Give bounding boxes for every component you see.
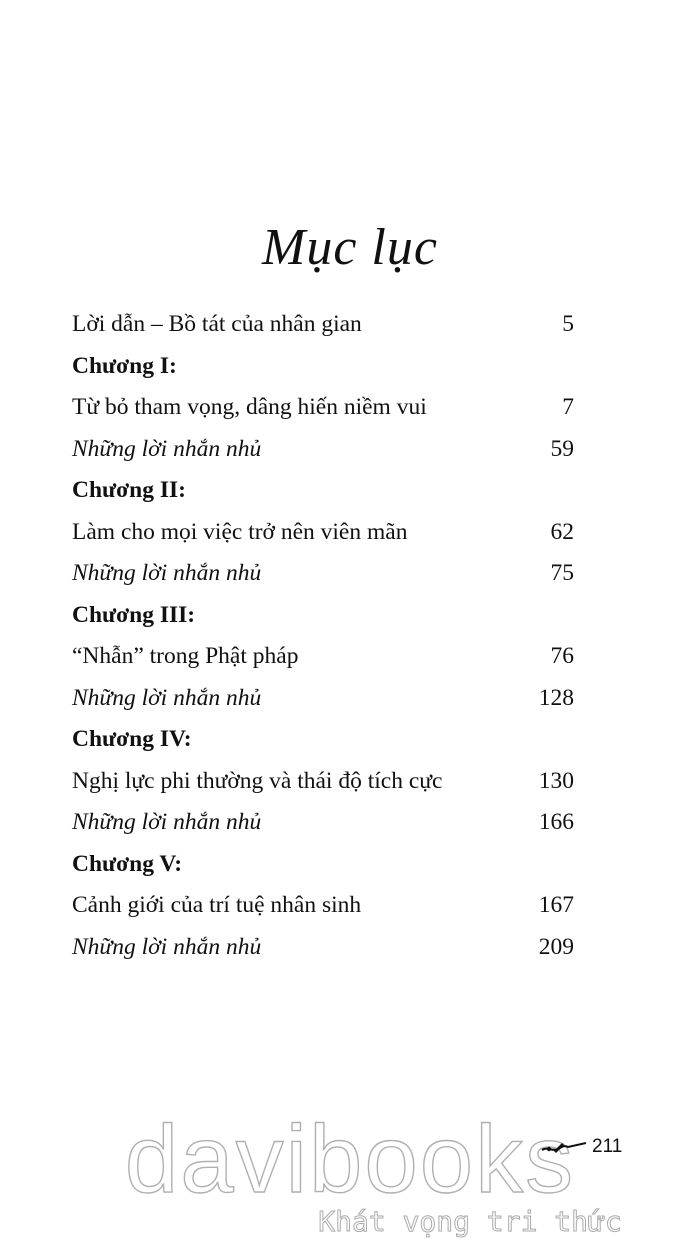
toc-entry-label: Từ bỏ tham vọng, dâng hiến niềm vui [72,394,427,420]
advice-entry-label: Những lời nhắn nhủ [72,933,262,960]
chapter-heading-label: Chương II: [72,477,186,503]
toc-entry [72,387,580,429]
toc-entry-label: Nghị lực phi thường và thái độ tích cực [72,767,443,794]
toc-entry [72,304,580,346]
watermark-slogan: Khát vọng tri thức [318,1205,622,1238]
toc-advice-entry [72,678,580,720]
toc-entry-label: Lời dẫn – Bồ tát của nhân gian [72,311,362,337]
toc-entry [72,636,580,678]
pen-flourish-icon [540,1137,588,1157]
toc-chapter-heading [72,346,580,388]
toc-entry-page: 76 [550,643,574,669]
page-number: 211 [592,1136,623,1157]
advice-entry-label: Những lời nhắn nhủ [72,684,262,711]
chapter-heading-label: Chương III: [72,601,196,628]
page-title: Mục lục [262,219,438,276]
toc-advice-entry [72,553,580,595]
toc-entry-label: Làm cho mọi việc trở nên viên mãn [72,518,408,545]
advice-entry-label: Những lời nhắn nhủ [72,560,262,586]
toc-entry [72,761,580,803]
toc-advice-entry [72,927,580,969]
toc-entry-page: 7 [562,394,574,420]
page-footer [540,1136,622,1158]
toc-entry-page: 75 [550,560,574,586]
advice-entry-label: Những lời nhắn nhủ [72,809,262,835]
toc-entry-label: “Nhẫn” trong Phật pháp [72,643,299,669]
toc-chapter-heading [72,719,580,761]
toc-entry-page: 128 [538,684,574,711]
toc-entry-page: 62 [550,518,574,545]
table-of-contents [72,304,580,968]
toc-advice-entry [72,802,580,844]
toc-chapter-heading [72,470,580,512]
toc-entry-page: 5 [562,311,574,337]
toc-entry [72,885,580,927]
toc-entry-page: 166 [538,809,574,835]
chapter-heading-label: Chương V: [72,850,183,877]
chapter-heading-label: Chương I: [72,352,177,379]
toc-entry-page: 209 [538,933,574,960]
toc-entry-page: 59 [550,435,574,462]
advice-entry-label: Những lời nhắn nhủ [72,435,262,462]
toc-chapter-heading [72,844,580,886]
chapter-heading-label: Chương IV: [72,726,192,752]
toc-entry-page: 130 [538,767,574,794]
toc-entry [72,512,580,554]
toc-advice-entry [72,429,580,471]
toc-entry-label: Cảnh giới của trí tuệ nhân sinh [72,892,362,918]
toc-chapter-heading [72,595,580,637]
watermark-brand: davibooks [124,1106,576,1213]
toc-entry-page: 167 [538,892,574,918]
